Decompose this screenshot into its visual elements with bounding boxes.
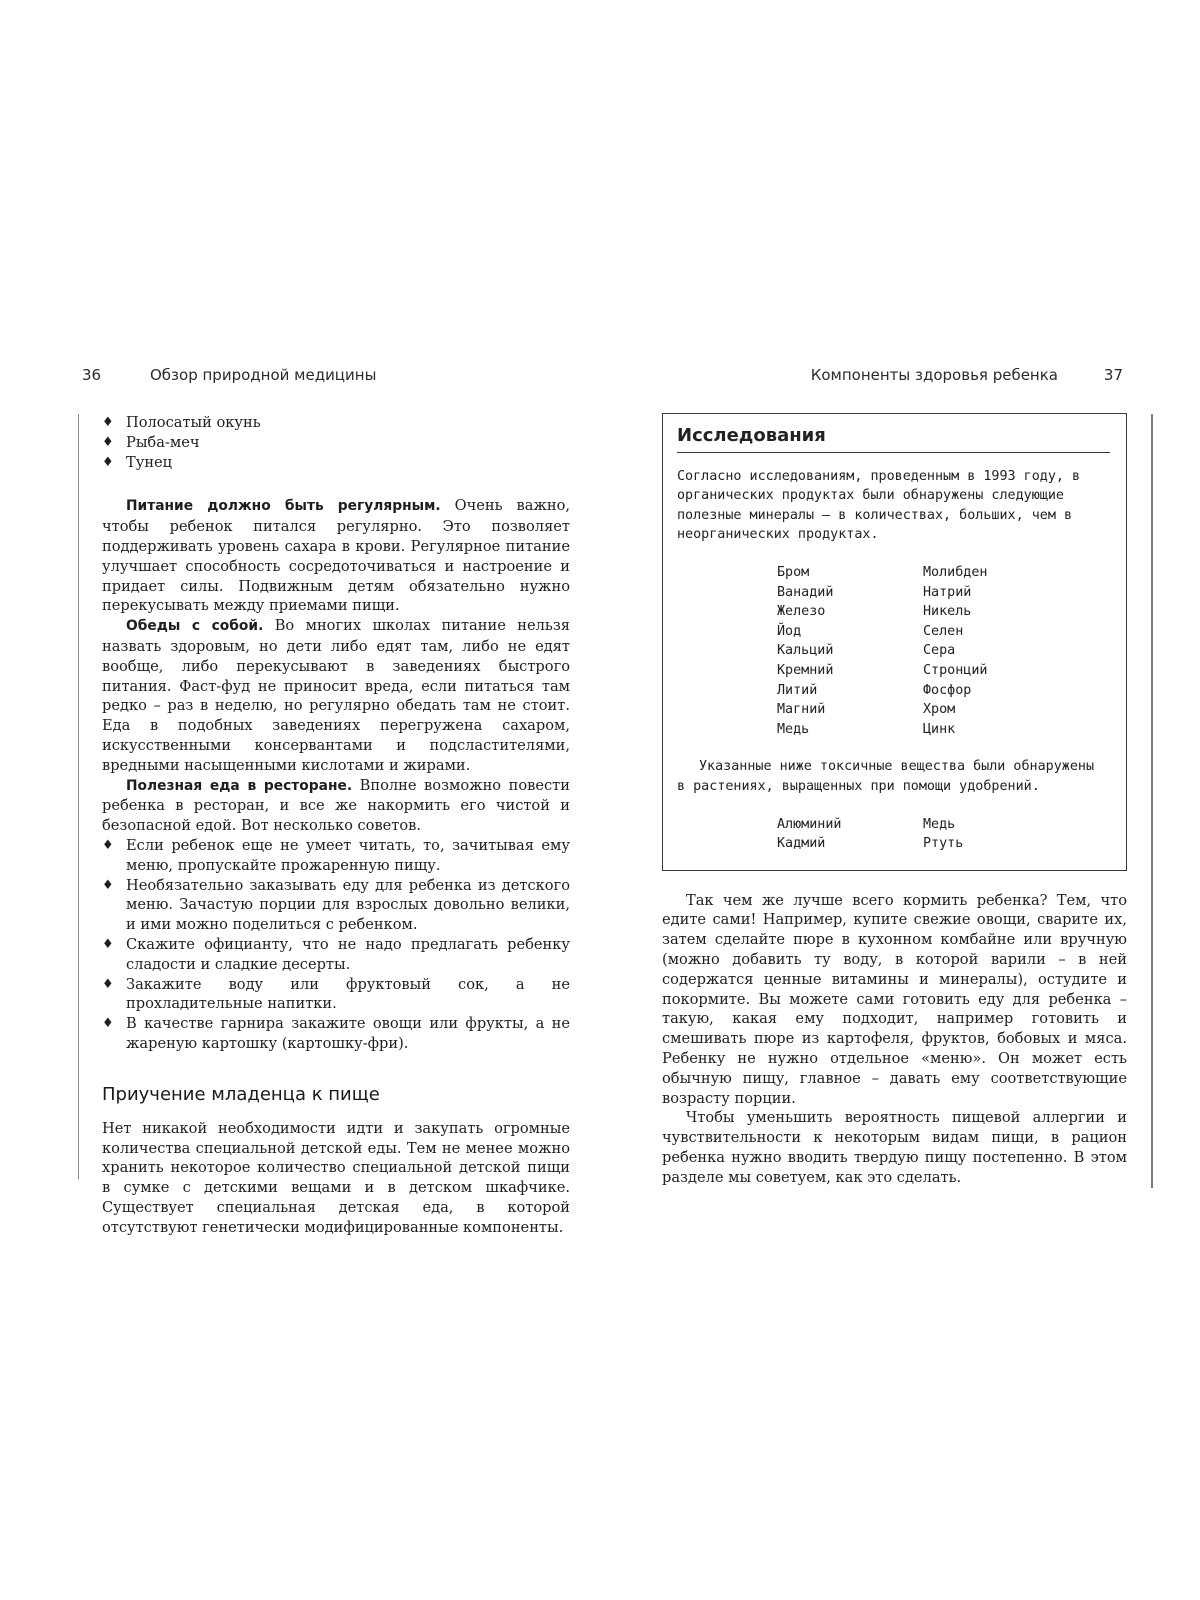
toxic-column-1: [777, 815, 923, 854]
section-heading: Приучение младенца к пище: [102, 1083, 380, 1105]
list-item: Фосфор: [923, 682, 972, 698]
running-title-right: Компоненты здоровья ребенка: [810, 366, 1058, 384]
diamond-bullet-icon: ♦: [102, 454, 114, 470]
list-item: Никель: [923, 604, 972, 620]
paragraph-regular-meals: Питание должно быть регулярным. Очень важно, чтобы ребенок питался регулярно. Это позволяет поддерживать уровень сахара в крови. Регулярное питание улучшает способность сосредоточиваться и настроение и придает силы. Подвижным детям обязательно нужно перекусывать между приемами пищи.: [102, 497, 570, 615]
list-item: Железо: [777, 604, 826, 620]
runin-heading: Обеды с собой.: [126, 618, 264, 635]
runin-heading: Полезная еда в ресторане.: [126, 777, 353, 794]
list-item: ♦ Скажите официанту, что не надо предлагать ребенку сладости и сладкие десерты.: [102, 935, 570, 973]
diamond-bullet-icon: ♦: [102, 434, 114, 450]
list-item: Кальций: [777, 643, 834, 659]
toxic-column-2: [923, 815, 1069, 854]
list-item: Хром: [923, 702, 956, 718]
column-rule-right: [1151, 414, 1153, 1188]
toxic-list: [777, 815, 1110, 854]
column-rule-left: [78, 414, 79, 1179]
paragraph-baby-food: Нет никакой необходимости идти и закупать огромные количества специальной детской еды. Тем не менее можно хранить некоторое количество специальной детской пищи в сумке с детскими вещами и в детском шкафчике. Существует специальная детская еда, в которой отсутствуют генетически модифицированные компоненты.: [102, 1119, 570, 1236]
list-item: Алюминий: [777, 816, 842, 832]
list-item: Ртуть: [923, 836, 964, 852]
list-item: Сера: [923, 643, 956, 659]
list-item: Йод: [777, 623, 802, 639]
list-item: Медь: [777, 721, 810, 737]
list-item: Литий: [777, 682, 818, 698]
list-item: ♦ Необязательно заказывать еду для ребенка из детского меню. Зачастую порции для взрослых довольно велики, и ими можно поделиться с ребенком.: [102, 876, 570, 934]
list-item: Магний: [777, 702, 826, 718]
box-intro: Согласно исследованиям, проведенным в 1993 году, в органических продуктах были обнаружены следующие полезные минералы – в количествах, больших, чем в неорганических продуктах.: [677, 468, 1081, 543]
list-item: ♦ Рыба-меч: [102, 433, 200, 451]
list-item: Ванадий: [777, 584, 834, 600]
box-title: Исследования: [677, 426, 1110, 453]
minerals-list: [777, 563, 1110, 739]
list-item: ♦ Если ребенок еще не умеет читать, то, зачитывая ему меню, пропускайте прожаренную пищу.: [102, 836, 570, 874]
list-item: ♦ В качестве гарнира закажите овощи или фрукты, а не жареную картошку (картошку-фри).: [102, 1015, 570, 1052]
page-number-right: 37: [1103, 366, 1123, 384]
runin-heading: Питание должно быть регулярным.: [126, 498, 441, 515]
paragraph-allergy: Чтобы уменьшить вероятность пищевой аллергии и чувствительности к некоторым видам пищи, в рацион ребенка нужно вводить твердую пищу постепенно. В этом разделе мы советуем, как это сделать.: [662, 1109, 1127, 1186]
list-item: Медь: [923, 816, 956, 832]
list-item: Кадмий: [777, 836, 826, 852]
minerals-column-1: [777, 563, 923, 739]
page-number-left: 36: [82, 366, 102, 384]
left-column: [102, 413, 570, 1237]
list-item: ♦ Закажите воду или фруктовый сок, а не прохладительные напитки.: [102, 975, 570, 1013]
right-column: [662, 413, 1127, 1188]
list-item: Бром: [777, 564, 810, 580]
diamond-bullet-icon: ♦: [102, 415, 114, 430]
fish-list: [102, 413, 570, 472]
diamond-bullet-icon: ♦: [102, 936, 114, 952]
paragraph-restaurant: Полезная еда в ресторане. Вполне возможно повести ребенка в ресторан, и все же накормить его чистой и безопасной едой. Вот несколько советов.: [102, 776, 570, 835]
restaurant-tips-list: [102, 836, 570, 1054]
list-item: ♦ Полосатый окунь: [102, 414, 261, 431]
list-item: Кремний: [777, 662, 834, 678]
list-item: Цинк: [923, 721, 956, 737]
box-toxic-intro: Указанные ниже токсичные вещества были обнаружены в растениях, выращенных при помощи удобрений.: [677, 759, 1095, 794]
list-item: Молибден: [923, 564, 988, 580]
diamond-bullet-icon: ♦: [102, 837, 114, 853]
list-item: Селен: [923, 623, 964, 639]
diamond-bullet-icon: ♦: [102, 877, 114, 893]
diamond-bullet-icon: ♦: [102, 1016, 114, 1032]
list-item: ♦ Тунец: [102, 453, 173, 471]
research-sidebar-box: [662, 413, 1127, 871]
minerals-column-2: [923, 563, 1069, 739]
list-item: Стронций: [923, 662, 988, 678]
diamond-bullet-icon: ♦: [102, 976, 114, 992]
paragraph-lunch: Обеды с собой. Во многих школах питание нельзя назвать здоровым, но дети либо едят там, либо не едят вообще, либо перекусывают в заведениях быстрого питания. Фаст-фуд не приносит вреда, если питаться там редко – раз в неделю, но регулярно обедать там не стоит. Еда в подобных заведениях перегружена сахаром, искусственными консервантами и подсластителями, вредными насыщенными кислотами и жирами.: [102, 617, 570, 774]
list-item: Натрий: [923, 584, 972, 600]
running-title-left: Обзор природной медицины: [150, 366, 377, 384]
right-page: [600, 0, 1200, 1600]
paragraph-what-to-feed: Так чем же лучше всего кормить ребенка? Тем, что едите сами! Например, купите свежие овощи, сварите их, затем сделайте пюре в кухонном комбайне или вручную (можно добавить ту воду, в которой варили – в ней содержатся ценные витамины и минералы), остудите и покормите. Вы можете сами готовить еду для ребенка – такую, какая ему подходит, например готовить и смешивать пюре из картофеля, фруктов, бобовых и мяса. Ребенку не нужно отдельное «меню». Он может есть обычную пищу, главное – давать ему соответствующие возрасту порции.: [662, 891, 1127, 1107]
